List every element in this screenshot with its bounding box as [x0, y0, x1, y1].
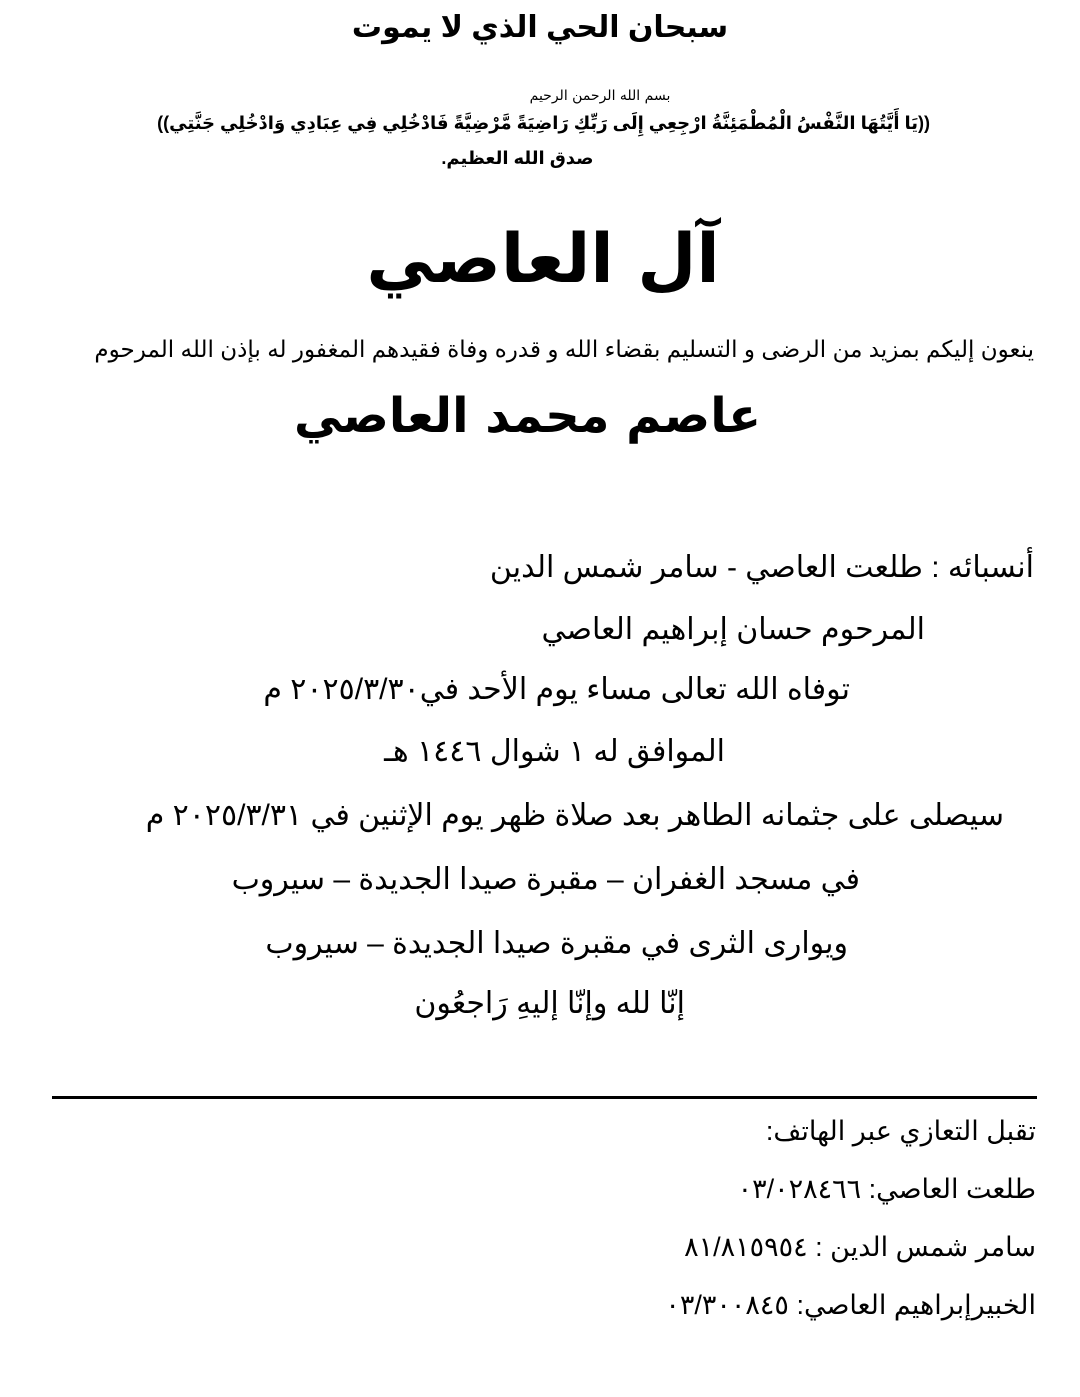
- funeral-prayer-line: سيصلى على جثمانه الطاهر بعد صلاة ظهر يوم الإثنين في ٢٠٢٥/٣/٣١ م: [145, 799, 1004, 832]
- quran-verse: ((يَا أَيَّتُهَا النَّفْسُ الْمُطْمَئِنَّةُ ارْجِعِي إِلَى رَبِّكِ رَاضِيَةً مَّرْضِيَّةً فَادْخُلِي فِي عِبَادِي وَادْخُلِي جَنَّتِي)): [157, 113, 930, 133]
- contact-phone: الخبيرإبراهيم العاصي: ٠٣/٣٠٠٨٤٥: [665, 1290, 1036, 1320]
- basmala: بسم الله الرحمن الرحيم: [529, 88, 671, 104]
- section-divider: [52, 1096, 1037, 1099]
- relatives-line: أنسبائه : طلعت العاصي - سامر شمس الدين: [489, 551, 1034, 584]
- header-title: سبحان الحي الذي لا يموت: [351, 11, 729, 44]
- contact-phone: طلعت العاصي: ٠٣/٠٢٨٤٦٦: [737, 1174, 1036, 1204]
- hijri-date-line: الموافق له ١ شوال ١٤٤٦ هـ: [384, 735, 725, 768]
- family-name: آل العاصي: [366, 220, 720, 299]
- contact-phone: سامر شمس الدين : ٨١/٨١٥٩٥٤: [684, 1232, 1036, 1262]
- condolences-heading: تقبل التعازي عبر الهاتف:: [765, 1116, 1036, 1146]
- mosque-line: في مسجد الغفران – مقبرة صيدا الجديدة – سيروب: [231, 863, 860, 896]
- closing-quote: إنّا لله وإنّا إليهِ رَاجعُون: [414, 987, 685, 1020]
- announcement-intro: ينعون إليكم بمزيد من الرضى و التسليم بقضاء الله و قدره وفاة فقيدهم المغفور له بإذن الله المرحوم: [94, 336, 1034, 362]
- verse-closing: صدق الله العظيم.: [441, 148, 594, 168]
- deceased-name: عاصم محمد العاصي: [293, 388, 761, 444]
- late-relative-line: المرحوم حسان إبراهيم العاصي: [541, 613, 925, 646]
- death-date-line: توفاه الله تعالى مساء يوم الأحد في٢٠٢٥/٣/٣٠ م: [263, 673, 850, 706]
- burial-line: ويوارى الثرى في مقبرة صيدا الجديدة – سيروب: [265, 927, 848, 960]
